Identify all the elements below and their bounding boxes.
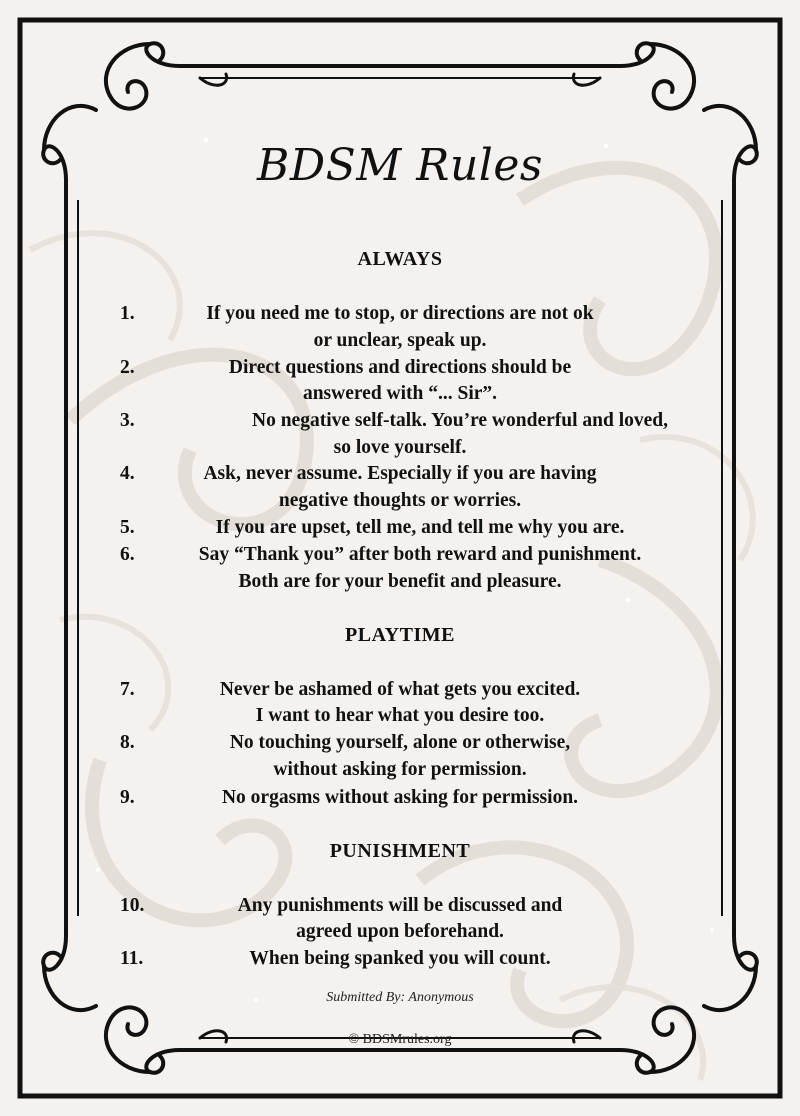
rule-text: Ask, never assume. Especially if you are having — [203, 463, 597, 484]
rule-number: 6. — [120, 544, 135, 565]
rule-text: Say “Thank you” after both reward and punishment. — [198, 544, 642, 565]
rule-10-line-2 — [0, 920, 800, 944]
rule-number: 1. — [120, 303, 135, 324]
rule-text: I want to hear what you desire too. — [255, 705, 545, 726]
rule-number: 4. — [120, 463, 135, 484]
rule-text: Any punishments will be discussed and — [237, 895, 563, 916]
page-title: BDSM Rules — [257, 140, 543, 191]
section-heading-always: ALWAYS — [357, 248, 443, 270]
rule-number: 8. — [120, 732, 135, 753]
rule-11-line-1 — [0, 947, 800, 971]
rule-6-line-2 — [0, 570, 800, 594]
rule-number: 2. — [120, 357, 135, 378]
rule-1-line-1 — [0, 302, 800, 326]
rule-text: Direct questions and directions should be — [228, 357, 572, 378]
rule-text: If you need me to stop, or directions are not ok — [206, 303, 594, 324]
rule-text: If you are upset, tell me, and tell me why you are. — [215, 517, 625, 538]
rule-text: No touching yourself, alone or otherwise, — [229, 732, 571, 753]
section-heading-punishment: PUNISHMENT — [329, 840, 471, 862]
rule-2-line-1 — [0, 356, 800, 380]
rule-text: answered with “... Sir”. — [302, 383, 498, 404]
rule-6-line-1 — [0, 543, 800, 567]
rule-8-line-2 — [0, 758, 800, 782]
rule-text: without asking for permission. — [273, 759, 527, 780]
rule-text: When being spanked you will count. — [249, 948, 551, 969]
rule-1-line-2 — [0, 329, 800, 353]
rule-5-line-1 — [0, 516, 800, 540]
submitted-by: Submitted By: Anonymous — [326, 990, 474, 1005]
rule-number: 7. — [120, 679, 135, 700]
rule-number: 3. — [120, 410, 135, 431]
rule-3-line-2 — [0, 436, 800, 460]
rule-text: Both are for your benefit and pleasure. — [238, 571, 562, 592]
rule-number: 5. — [120, 517, 135, 538]
section-heading-playtime: PLAYTIME — [345, 624, 455, 646]
rule-7-line-1 — [0, 678, 800, 702]
rule-number: 11. — [120, 948, 144, 969]
rule-number: 10. — [120, 895, 145, 916]
rule-text: Never be ashamed of what gets you excited. — [219, 679, 581, 700]
rule-text: or unclear, speak up. — [313, 330, 487, 351]
rule-text: so love yourself. — [333, 437, 467, 458]
rule-text: No orgasms without asking for permission. — [221, 787, 579, 808]
copyright: © BDSMrules.org — [348, 1032, 452, 1047]
rule-7-line-2 — [0, 704, 800, 728]
rule-text: negative thoughts or worries. — [278, 490, 522, 511]
rule-text: No negative self-talk. You’re wonderful and loved, — [252, 410, 668, 431]
rule-2-line-2 — [0, 382, 800, 406]
rule-10-line-1 — [0, 894, 800, 918]
rule-number: 9. — [120, 787, 135, 808]
rule-4-line-1 — [0, 462, 800, 486]
rule-8-line-1 — [0, 731, 800, 755]
rule-4-line-2 — [0, 489, 800, 513]
rule-text: agreed upon beforehand. — [296, 921, 504, 942]
rule-3-line-1 — [0, 409, 800, 433]
rule-9-line-1 — [0, 786, 800, 810]
